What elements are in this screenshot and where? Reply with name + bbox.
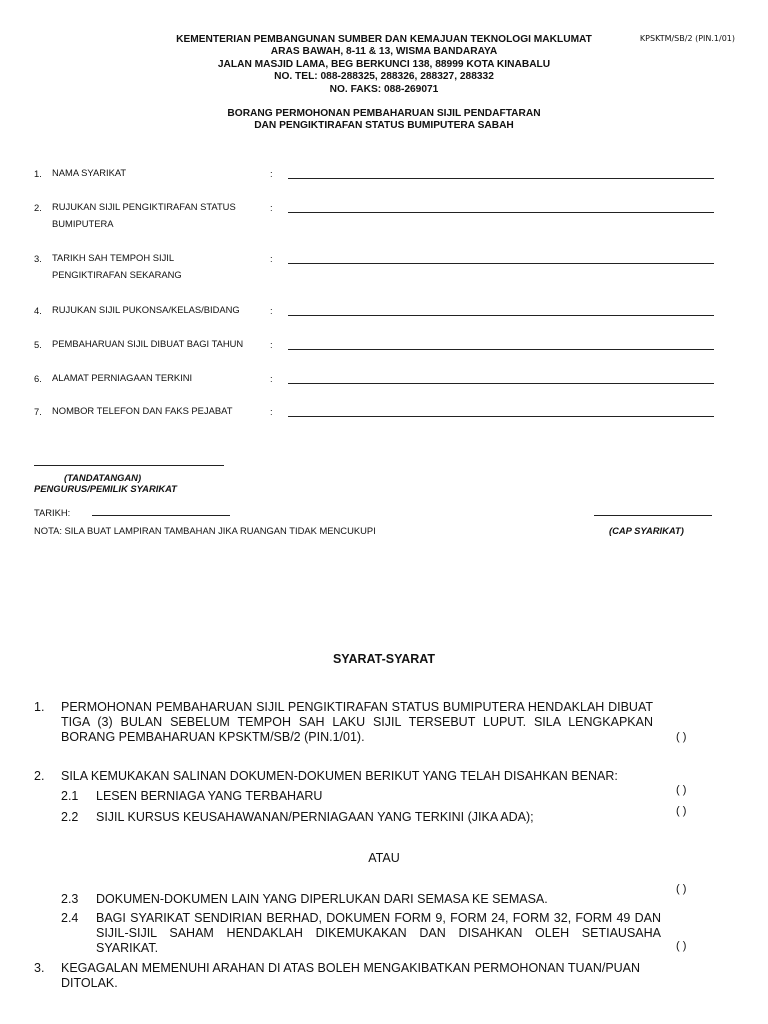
renewal-year-input-line[interactable] [288,349,714,350]
term-number: 1. [34,700,45,714]
field-number: 5. [34,339,42,350]
field-number: 6. [34,373,42,384]
phone-fax-input-line[interactable] [288,416,714,417]
field-colon: : [270,202,273,213]
header-line-tel: NO. TEL: 088-288325, 288326, 288327, 288332 [274,71,494,83]
field-label-line2: BUMIPUTERA [52,217,114,229]
term-3-text: KEGAGALAN MEMENUHI ARAHAN DI ATAS BOLEH MENGAKIBATKAN PERMOHONAN TUAN/PUAN DITOLAK. [61,961,641,990]
field-number: 1. [34,168,42,179]
pukonsa-reference-input-line[interactable] [288,315,714,316]
field-company-name [34,168,734,198]
header-line-fax: NO. FAKS: 088-269071 [329,83,439,95]
term-2-1-checkbox[interactable]: ( ) [676,784,687,796]
field-number: 4. [34,305,42,316]
field-label-line1: RUJUKAN SIJIL PUKONSA/KELAS/BIDANG [52,304,240,315]
field-number: 7. [34,406,42,417]
company-stamp-line[interactable] [594,515,712,516]
field-label [52,165,267,182]
field-label-line1: NOMBOR TELEFON DAN FAKS PEJABAT [52,405,233,416]
form-title-line2: DAN PENGIKTIRAFAN STATUS BUMIPUTERA SABAH [254,120,514,132]
term-2-text: SILA KEMUKAKAN SALINAN DOKUMEN-DOKUMEN BERIKUT YANG TELAH DISAHKAN BENAR: [61,769,618,783]
field-label-line1: TARIKH SAH TEMPOH SIJIL [52,252,175,263]
form-title [0,108,768,133]
terms-title: SYARAT-SYARAT [332,652,436,666]
field-label-line2: PENGIKTIRAFAN SEKARANG [52,268,182,280]
term-2-1-text: LESEN BERNIAGA YANG TERBAHARU [96,789,323,803]
term-number: 2.3 [61,892,79,906]
term-number: 2.2 [61,810,79,824]
field-number: 3. [34,253,42,264]
field-label [52,336,267,353]
field-label [52,403,267,420]
field-label [52,250,267,283]
term-2-3-text: DOKUMEN-DOKUMEN LAIN YANG DIPERLUKAN DARI SEMASA KE SEMASA. [96,892,548,906]
field-colon: : [270,373,273,384]
date-label: TARIKH: [34,507,71,518]
form-code: KPSKTM/SB/2 (PIN.1/01) [639,34,735,43]
field-label [52,302,267,319]
certificate-reference-input-line[interactable] [288,212,714,213]
field-validity-date [34,253,734,283]
term-number: 2. [34,769,45,783]
field-label-line1: RUJUKAN SIJIL PENGIKTIRAFAN STATUS [52,201,236,212]
header-line-ministry: KEMENTERIAN PEMBANGUNAN SUMBER DAN KEMAJUAN TEKNOLOGI MAKLUMAT [176,34,592,45]
business-address-input-line[interactable] [288,383,714,384]
field-business-address [34,373,734,403]
field-label-line1: ALAMAT PERNIAGAAN TERKINI [52,372,193,383]
field-colon: : [270,253,273,264]
term-2-2-text: SIJIL KURSUS KEUSAHAWANAN/PERNIAGAAN YANG TERKINI (JIKA ADA); [96,810,534,824]
term-number: 2.1 [61,789,79,803]
signature-line[interactable] [34,465,224,466]
company-name-input-line[interactable] [288,178,714,179]
field-phone-fax [34,406,734,436]
field-colon: : [270,406,273,417]
field-colon: : [270,339,273,350]
field-label [52,370,267,387]
signature-label: (TANDATANGAN) [64,472,142,483]
field-label-line1: PEMBAHARUAN SIJIL DIBUAT BAGI TAHUN [52,338,244,349]
term-2-2-checkbox[interactable]: ( ) [676,805,687,817]
ministry-header [0,34,768,96]
field-certificate-reference [34,202,734,232]
term-number: 2.4 [61,911,79,925]
company-stamp-label: (CAP SYARIKAT) [609,525,684,536]
field-colon: : [270,168,273,179]
validity-date-input-line[interactable] [288,263,714,264]
term-number: 3. [34,961,45,975]
date-input-line[interactable] [92,515,230,516]
term-2-3-checkbox[interactable]: ( ) [676,883,687,895]
field-number: 2. [34,202,42,213]
field-renewal-year [34,339,734,369]
field-label-line1: NAMA SYARIKAT [52,167,127,178]
term-2-4-text: BAGI SYARIKAT SENDIRIAN BERHAD, DOKUMEN FORM 9, FORM 24, FORM 32, FORM 49 DAN SIJIL-SIJIL SAHAM HENDAKLAH DIKEMUKAKAN DAN DISAHKAN OLEH SETIAUSAHA SYARIKAT. [96,911,661,955]
term-1-text: PERMOHONAN PEMBAHARUAN SIJIL PENGIKTIRAFAN STATUS BUMIPUTERA HENDAKLAH DIBUAT TIGA (3) BULAN SEBELUM TEMPOH SAH LAKU SIJIL TERSEBUT LUPUT. SILA LENGKAPKAN BORANG PEMBAHARUAN KPSKTM/SB/2 (PIN.1/01). [61,700,653,744]
header-line-address1: ARAS BAWAH, 8-11 & 13, WISMA BANDARAYA [270,46,498,58]
note-text: NOTA: SILA BUAT LAMPIRAN TAMBAHAN JIKA RUANGAN TIDAK MENCUKUPI [34,525,376,536]
or-separator: ATAU [368,851,400,865]
term-2-4-checkbox[interactable]: ( ) [676,940,687,952]
header-line-address2: JALAN MASJID LAMA, BEG BERKUNCI 138, 88999 KOTA KINABALU [217,58,551,70]
term-1-checkbox[interactable]: ( ) [676,731,687,743]
field-colon: : [270,305,273,316]
field-pukonsa-reference [34,305,734,335]
signatory-role-label: PENGURUS/PEMILIK SYARIKAT [34,483,177,494]
field-label [52,199,267,232]
form-title-line1: BORANG PERMOHONAN PEMBAHARUAN SIJIL PENDAFTARAN [227,108,541,119]
